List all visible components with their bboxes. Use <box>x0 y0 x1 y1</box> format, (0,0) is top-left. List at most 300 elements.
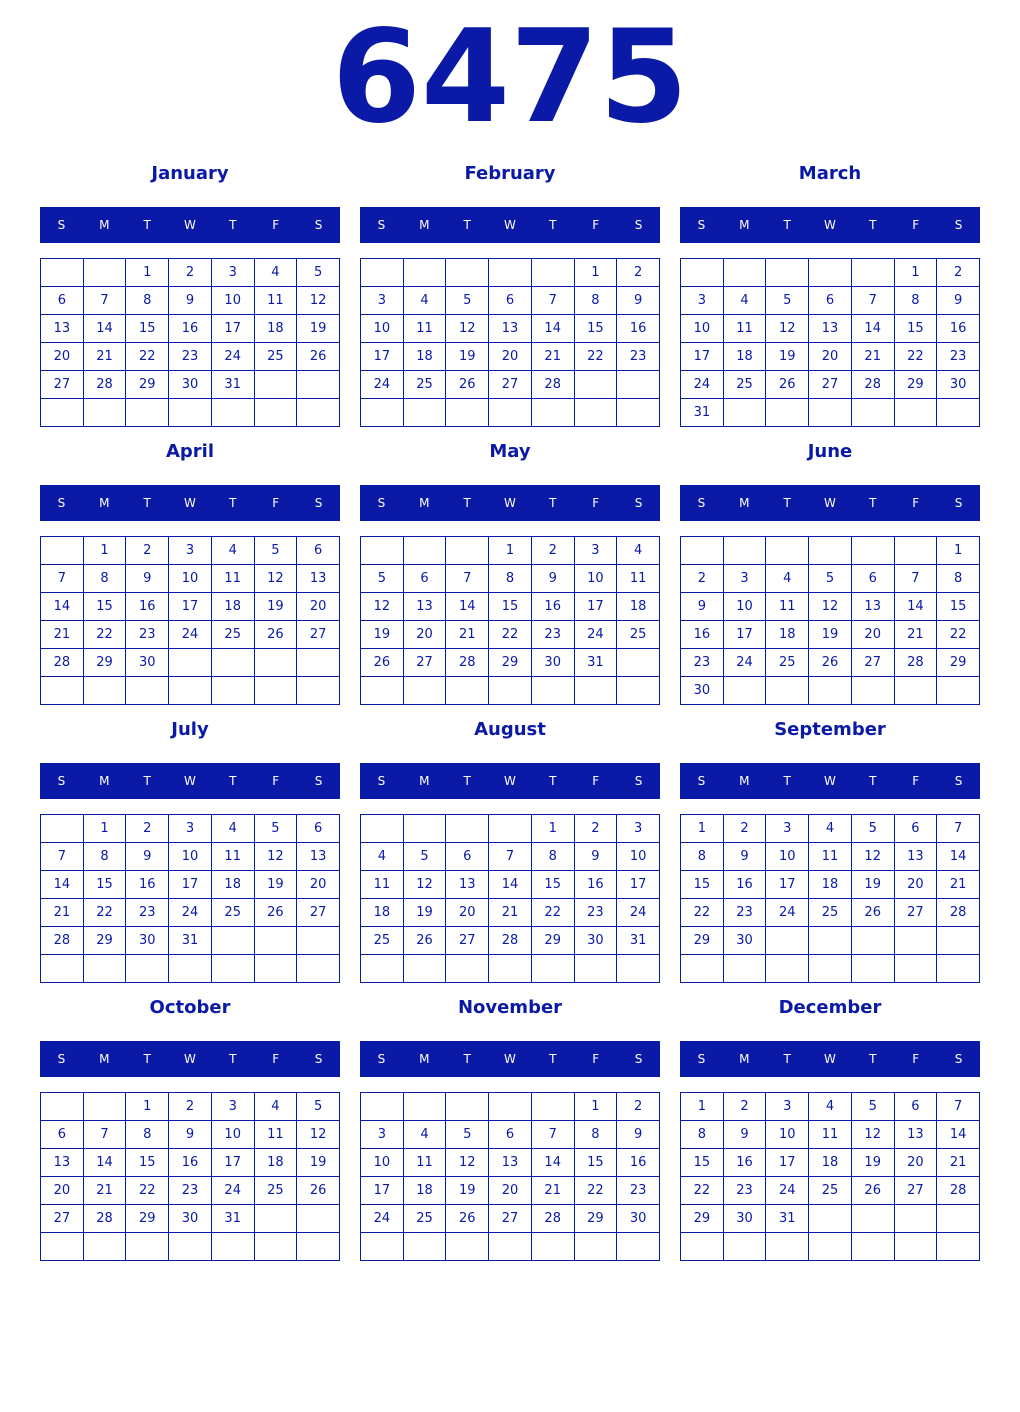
day-cell <box>446 677 489 705</box>
day-cell: 4 <box>255 259 298 287</box>
weekday-header <box>40 207 340 243</box>
day-cell: 2 <box>724 1093 767 1121</box>
day-cell: 11 <box>212 565 255 593</box>
weekday-label: S <box>57 1052 66 1066</box>
weekday-label: F <box>272 218 280 232</box>
day-cell <box>489 955 532 983</box>
day-cell: 25 <box>255 1177 298 1205</box>
weekday-label: W <box>824 496 836 510</box>
day-cell: 7 <box>532 1121 575 1149</box>
day-cell: 23 <box>617 1177 660 1205</box>
day-cell: 26 <box>297 1177 340 1205</box>
day-cell: 6 <box>852 565 895 593</box>
day-cell: 29 <box>937 649 980 677</box>
day-cell: 6 <box>489 287 532 315</box>
day-cell: 20 <box>404 621 447 649</box>
day-cell: 29 <box>489 649 532 677</box>
day-cell: 14 <box>84 315 127 343</box>
day-cell <box>532 259 575 287</box>
day-cell: 30 <box>724 927 767 955</box>
day-cell: 4 <box>404 287 447 315</box>
day-cell: 17 <box>575 593 618 621</box>
weekday-label: T <box>869 496 877 510</box>
day-cell: 28 <box>41 927 84 955</box>
day-cell: 24 <box>361 1205 404 1233</box>
day-cell <box>895 537 938 565</box>
day-cell: 8 <box>937 565 980 593</box>
day-cell: 27 <box>41 371 84 399</box>
day-cell: 27 <box>41 1205 84 1233</box>
day-cell: 29 <box>126 1205 169 1233</box>
weekday-label: M <box>419 496 430 510</box>
day-cell <box>297 677 340 705</box>
day-cell: 17 <box>361 1177 404 1205</box>
weekday-label: T <box>783 1052 791 1066</box>
month-title: January <box>151 163 229 184</box>
day-cell: 26 <box>766 371 809 399</box>
weekday-header <box>360 207 660 243</box>
day-cell: 25 <box>809 899 852 927</box>
day-cell <box>852 1233 895 1261</box>
day-cell <box>766 537 809 565</box>
day-cell <box>84 677 127 705</box>
day-cell <box>895 1205 938 1233</box>
day-cell: 23 <box>169 343 212 371</box>
day-cell: 9 <box>937 287 980 315</box>
day-cell: 16 <box>532 593 575 621</box>
weekday-label: M <box>739 218 750 232</box>
day-cell: 18 <box>617 593 660 621</box>
day-cell <box>404 399 447 427</box>
weekday-label: S <box>954 218 963 232</box>
month-title: October <box>149 997 231 1018</box>
day-cell <box>852 1205 895 1233</box>
day-cell: 13 <box>297 565 340 593</box>
day-cell <box>575 677 618 705</box>
day-cell: 1 <box>681 1093 724 1121</box>
day-cell: 22 <box>84 899 127 927</box>
day-cell <box>404 815 447 843</box>
day-cell: 22 <box>489 621 532 649</box>
day-cell: 1 <box>84 815 127 843</box>
day-cell: 5 <box>361 565 404 593</box>
day-cell <box>84 1093 127 1121</box>
day-cell: 20 <box>895 1149 938 1177</box>
day-cell <box>937 1233 980 1261</box>
day-cell: 30 <box>532 649 575 677</box>
day-cell: 4 <box>809 1093 852 1121</box>
day-cell: 28 <box>895 649 938 677</box>
month-title: November <box>457 997 563 1018</box>
day-cell: 8 <box>575 1121 618 1149</box>
day-cell <box>297 371 340 399</box>
day-cell: 22 <box>575 1177 618 1205</box>
day-cell: 2 <box>169 259 212 287</box>
day-cell <box>681 259 724 287</box>
day-cell <box>255 649 298 677</box>
day-cell: 7 <box>84 1121 127 1149</box>
day-cell <box>532 677 575 705</box>
day-cell: 4 <box>361 843 404 871</box>
day-cell <box>255 1233 298 1261</box>
day-cell <box>212 927 255 955</box>
day-cell: 20 <box>852 621 895 649</box>
weekday-label: F <box>912 774 920 788</box>
weekday-label: T <box>143 496 151 510</box>
day-cell: 19 <box>255 593 298 621</box>
day-cell <box>489 399 532 427</box>
day-cell <box>852 399 895 427</box>
day-cell: 15 <box>84 593 127 621</box>
weekday-header <box>360 763 660 799</box>
day-cell <box>126 955 169 983</box>
day-cell: 1 <box>532 815 575 843</box>
month-may <box>360 438 660 716</box>
day-cell: 9 <box>681 593 724 621</box>
day-cell: 5 <box>446 287 489 315</box>
day-cell <box>532 955 575 983</box>
weekday-label: T <box>463 774 471 788</box>
day-cell: 4 <box>404 1121 447 1149</box>
day-grid <box>40 814 340 983</box>
day-cell: 2 <box>617 1093 660 1121</box>
day-cell: 10 <box>169 843 212 871</box>
day-cell: 29 <box>126 371 169 399</box>
day-cell: 15 <box>681 871 724 899</box>
weekday-label: W <box>184 496 196 510</box>
weekday-label: S <box>314 1052 323 1066</box>
day-cell: 21 <box>937 1149 980 1177</box>
day-cell: 6 <box>297 815 340 843</box>
month-title: May <box>489 441 531 462</box>
day-cell <box>404 1093 447 1121</box>
weekday-label: S <box>954 496 963 510</box>
weekday-label: T <box>143 774 151 788</box>
weekday-header <box>680 207 980 243</box>
day-cell <box>809 399 852 427</box>
day-cell <box>361 399 404 427</box>
day-cell: 23 <box>681 649 724 677</box>
weekday-label: T <box>143 1052 151 1066</box>
day-cell: 3 <box>361 1121 404 1149</box>
day-cell: 26 <box>446 1205 489 1233</box>
day-cell: 31 <box>575 649 618 677</box>
day-cell: 23 <box>724 1177 767 1205</box>
day-cell: 20 <box>489 343 532 371</box>
weekday-label: S <box>634 496 643 510</box>
day-cell: 27 <box>297 621 340 649</box>
day-cell <box>212 1233 255 1261</box>
weekday-label: T <box>783 496 791 510</box>
day-cell: 11 <box>404 1149 447 1177</box>
day-cell: 7 <box>895 565 938 593</box>
day-grid <box>40 536 340 705</box>
day-cell: 15 <box>84 871 127 899</box>
weekday-label: W <box>184 218 196 232</box>
day-cell: 14 <box>937 843 980 871</box>
weekday-label: S <box>697 774 706 788</box>
day-cell: 20 <box>489 1177 532 1205</box>
day-cell: 23 <box>532 621 575 649</box>
weekday-label: T <box>549 1052 557 1066</box>
day-cell <box>575 1233 618 1261</box>
day-cell <box>297 399 340 427</box>
weekday-label: S <box>634 774 643 788</box>
day-cell <box>852 259 895 287</box>
day-cell: 5 <box>255 537 298 565</box>
day-cell: 28 <box>937 899 980 927</box>
weekday-label: T <box>869 774 877 788</box>
day-cell: 9 <box>169 1121 212 1149</box>
day-cell: 15 <box>575 315 618 343</box>
day-cell <box>404 1233 447 1261</box>
day-cell <box>937 927 980 955</box>
day-cell <box>724 1233 767 1261</box>
day-cell: 29 <box>681 927 724 955</box>
month-april <box>40 438 340 716</box>
day-cell <box>446 259 489 287</box>
day-cell: 28 <box>41 649 84 677</box>
day-cell: 3 <box>724 565 767 593</box>
day-cell <box>489 1233 532 1261</box>
day-cell <box>937 677 980 705</box>
day-cell: 15 <box>681 1149 724 1177</box>
day-cell <box>212 955 255 983</box>
weekday-label: T <box>463 1052 471 1066</box>
day-cell: 19 <box>809 621 852 649</box>
day-cell: 10 <box>212 1121 255 1149</box>
day-cell <box>41 259 84 287</box>
day-cell: 14 <box>532 315 575 343</box>
day-cell <box>41 815 84 843</box>
day-cell <box>41 1093 84 1121</box>
day-cell <box>126 1233 169 1261</box>
day-cell: 7 <box>937 815 980 843</box>
day-cell: 3 <box>766 815 809 843</box>
day-cell <box>84 259 127 287</box>
day-cell: 11 <box>255 287 298 315</box>
day-cell: 4 <box>724 287 767 315</box>
day-cell: 12 <box>809 593 852 621</box>
day-cell <box>852 955 895 983</box>
day-cell: 21 <box>852 343 895 371</box>
day-cell: 1 <box>126 259 169 287</box>
weekday-label: S <box>377 1052 386 1066</box>
day-cell <box>446 815 489 843</box>
day-cell <box>724 677 767 705</box>
day-cell: 23 <box>169 1177 212 1205</box>
day-cell: 18 <box>766 621 809 649</box>
day-cell: 17 <box>361 343 404 371</box>
day-cell: 12 <box>255 565 298 593</box>
day-cell: 26 <box>361 649 404 677</box>
day-cell <box>937 399 980 427</box>
day-cell <box>41 677 84 705</box>
day-cell <box>255 371 298 399</box>
month-title: September <box>774 719 886 740</box>
day-cell: 25 <box>404 371 447 399</box>
day-cell <box>489 815 532 843</box>
day-cell: 16 <box>724 871 767 899</box>
day-cell: 18 <box>255 1149 298 1177</box>
day-cell: 1 <box>895 259 938 287</box>
day-cell <box>724 955 767 983</box>
day-cell: 23 <box>126 621 169 649</box>
day-cell: 15 <box>532 871 575 899</box>
day-cell <box>895 927 938 955</box>
day-cell: 8 <box>532 843 575 871</box>
day-cell <box>297 1233 340 1261</box>
day-cell <box>255 1205 298 1233</box>
day-cell: 5 <box>297 259 340 287</box>
day-cell: 21 <box>532 343 575 371</box>
day-cell: 22 <box>126 343 169 371</box>
day-cell <box>681 1233 724 1261</box>
weekday-label: F <box>592 496 600 510</box>
day-cell: 16 <box>169 1149 212 1177</box>
day-cell: 13 <box>297 843 340 871</box>
day-cell: 28 <box>446 649 489 677</box>
day-cell <box>297 955 340 983</box>
day-cell: 24 <box>212 343 255 371</box>
day-cell <box>446 955 489 983</box>
weekday-label: S <box>954 774 963 788</box>
day-cell: 30 <box>724 1205 767 1233</box>
day-cell: 11 <box>617 565 660 593</box>
weekday-header <box>360 485 660 521</box>
day-cell: 23 <box>937 343 980 371</box>
day-cell: 4 <box>766 565 809 593</box>
day-cell <box>809 927 852 955</box>
day-cell: 5 <box>297 1093 340 1121</box>
month-september <box>680 716 980 994</box>
day-cell: 12 <box>297 287 340 315</box>
day-cell: 9 <box>532 565 575 593</box>
day-grid <box>40 258 340 427</box>
weekday-label: M <box>419 774 430 788</box>
day-cell: 14 <box>937 1121 980 1149</box>
day-cell: 22 <box>937 621 980 649</box>
day-cell: 28 <box>532 371 575 399</box>
day-cell <box>809 1233 852 1261</box>
day-cell: 2 <box>617 259 660 287</box>
day-cell: 13 <box>446 871 489 899</box>
weekday-label: T <box>463 218 471 232</box>
month-december <box>680 994 980 1272</box>
day-grid <box>360 258 660 427</box>
day-cell: 22 <box>681 899 724 927</box>
day-cell: 9 <box>126 565 169 593</box>
weekday-label: S <box>697 1052 706 1066</box>
weekday-label: M <box>739 496 750 510</box>
weekday-label: S <box>314 496 323 510</box>
day-cell: 17 <box>766 1149 809 1177</box>
day-grid <box>680 814 980 983</box>
day-cell: 14 <box>446 593 489 621</box>
day-cell: 5 <box>255 815 298 843</box>
day-cell: 16 <box>617 315 660 343</box>
weekday-label: T <box>869 1052 877 1066</box>
day-cell: 16 <box>681 621 724 649</box>
day-cell: 21 <box>937 871 980 899</box>
day-cell: 12 <box>297 1121 340 1149</box>
day-cell: 19 <box>446 343 489 371</box>
day-cell: 20 <box>297 871 340 899</box>
weekday-label: S <box>634 218 643 232</box>
day-cell <box>766 927 809 955</box>
day-cell: 22 <box>126 1177 169 1205</box>
day-cell: 18 <box>404 343 447 371</box>
weekday-label: T <box>463 496 471 510</box>
day-cell <box>446 1233 489 1261</box>
day-cell: 1 <box>575 1093 618 1121</box>
day-cell: 14 <box>852 315 895 343</box>
day-cell: 14 <box>41 871 84 899</box>
day-cell: 6 <box>404 565 447 593</box>
weekday-label: T <box>783 218 791 232</box>
day-cell: 3 <box>617 815 660 843</box>
day-cell <box>575 371 618 399</box>
day-cell: 22 <box>84 621 127 649</box>
day-cell: 14 <box>895 593 938 621</box>
day-cell: 18 <box>724 343 767 371</box>
day-cell: 10 <box>361 315 404 343</box>
day-cell <box>169 399 212 427</box>
month-july <box>40 716 340 994</box>
weekday-label: T <box>143 218 151 232</box>
day-cell: 21 <box>446 621 489 649</box>
day-cell <box>126 399 169 427</box>
day-cell: 15 <box>575 1149 618 1177</box>
day-cell: 14 <box>84 1149 127 1177</box>
day-cell: 25 <box>361 927 404 955</box>
weekday-label: M <box>419 218 430 232</box>
day-cell: 1 <box>575 259 618 287</box>
day-cell: 3 <box>169 537 212 565</box>
day-grid <box>40 1092 340 1261</box>
day-cell <box>532 1093 575 1121</box>
day-cell: 13 <box>895 1121 938 1149</box>
day-cell: 26 <box>809 649 852 677</box>
day-cell: 25 <box>809 1177 852 1205</box>
day-cell: 2 <box>532 537 575 565</box>
weekday-label: S <box>634 1052 643 1066</box>
day-cell <box>361 677 404 705</box>
day-cell: 28 <box>532 1205 575 1233</box>
weekday-label: T <box>229 774 237 788</box>
day-cell <box>361 1093 404 1121</box>
day-cell: 3 <box>766 1093 809 1121</box>
day-cell: 4 <box>255 1093 298 1121</box>
day-cell <box>895 677 938 705</box>
day-grid <box>680 258 980 427</box>
day-cell: 16 <box>126 871 169 899</box>
day-cell: 26 <box>404 927 447 955</box>
weekday-header <box>680 1041 980 1077</box>
weekday-label: S <box>314 218 323 232</box>
day-cell: 18 <box>809 1149 852 1177</box>
weekday-label: F <box>912 1052 920 1066</box>
day-cell: 27 <box>852 649 895 677</box>
day-cell: 1 <box>937 537 980 565</box>
day-cell: 8 <box>575 287 618 315</box>
day-cell: 20 <box>895 871 938 899</box>
day-cell: 13 <box>852 593 895 621</box>
day-cell: 18 <box>212 593 255 621</box>
day-grid <box>680 1092 980 1261</box>
day-cell: 16 <box>937 315 980 343</box>
day-cell: 9 <box>617 1121 660 1149</box>
